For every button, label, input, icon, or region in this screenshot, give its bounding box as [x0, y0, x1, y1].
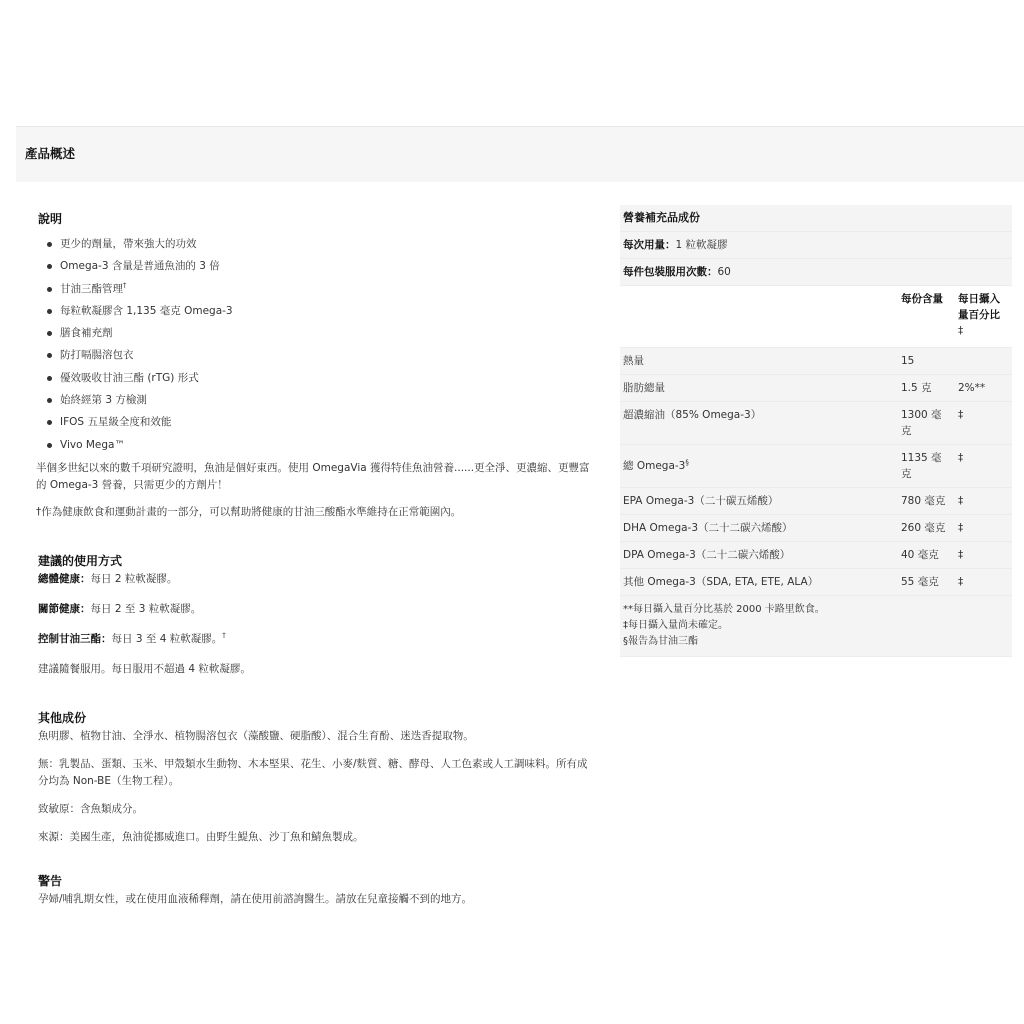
overview-header — [16, 126, 1024, 182]
triglyceride-note: †作為健康飲食和運動計畫的一部分，可以幫助將健康的甘油三酸酯水準維持在正常範圍內。 — [36, 505, 462, 518]
description-heading: 說明 — [38, 212, 63, 226]
usage-joint: 關節健康：每日 2 至 3 粒軟凝膠。 — [38, 602, 202, 615]
table-row: 超濃縮油（85% Omega-3） 1300 毫克 ‡ — [620, 402, 1012, 445]
overview-title: 產品概述 — [25, 146, 76, 161]
list-item: Omega-3 含量是普通魚油的 3 倍 — [38, 255, 598, 277]
footnotes-row — [620, 596, 1012, 657]
feature-list — [38, 233, 598, 456]
table-row: DHA Omega-3（二十二碳六烯酸） 260 毫克 ‡ — [620, 515, 1012, 542]
source-statement: 來源：美國生產，魚油從挪威進口。由野生鯷魚、沙丁魚和鯖魚製成。 — [38, 830, 364, 843]
list-item: 更少的劑量，帶來強大的功效 — [38, 233, 598, 255]
usage-general: 總體健康：每日 2 粒軟凝膠。 — [38, 572, 178, 585]
product-details — [38, 210, 598, 908]
list-item: 優效吸收甘油三酯 (rTG) 形式 — [38, 367, 598, 389]
table-row: DPA Omega-3（二十二碳六烯酸） 40 毫克 ‡ — [620, 542, 1012, 569]
footnote-triglyceride: §報告為甘油三酯 — [623, 636, 698, 647]
serving-size: 每次用量：1 粒軟凝膠 — [620, 232, 1012, 259]
table-row: 其他 Omega-3（SDA, ETA, ETE, ALA） 55 毫克 ‡ — [620, 569, 1012, 596]
list-item: 每粒軟凝膠含 1,135 毫克 Omega-3 — [38, 300, 598, 322]
warning-text: 孕婦/哺乳期女性，或在使用血液稀釋劑，請在使用前諮詢醫生。請放在兒童接觸不到的地方。 — [38, 892, 473, 905]
warning-heading: 警告 — [38, 873, 63, 888]
usage-note: 建議隨餐服用。每日服用不超過 4 粒軟凝膠。 — [38, 662, 251, 675]
allergen-statement: 致敏原：含魚類成分。 — [38, 802, 143, 815]
allergen-free-list: 無：乳製品、蛋類、玉米、甲殼類水生動物、木本堅果、花生、小麥/麩質、糖、酵母、人工色素或人工調味料。所有成分均為 Non-BE（生物工程）。 — [38, 757, 588, 787]
list-item: 防打嗝腸溶包衣 — [38, 344, 598, 366]
amount-column-header: 每份含量 — [901, 293, 943, 305]
description-paragraph: 半個多世紀以來的數千項研究證明，魚油是個好東西。使用 OmegaVia 獲得特佳魚油營養......更全淨、更濃縮、更豐富的 Omega-3 營養，只需更少的方劑片！ — [36, 461, 590, 491]
list-item: 膳食補充劑 — [38, 322, 598, 344]
list-item: IFOS 五星級全度和效能 — [38, 411, 598, 433]
daily-value-column-header: 每日攝入量百分比 — [958, 293, 1000, 321]
usage-heading: 建議的使用方式 — [38, 553, 123, 568]
usage-triglyceride: 控制甘油三酯：每日 3 至 4 粒軟凝膠。† — [38, 631, 226, 645]
footnote-daily-value: **每日攝入量百分比基於 2000 卡路里飲食。 — [623, 604, 825, 615]
table-row: 熱量 15 — [620, 348, 1012, 375]
supplement-facts-table — [620, 205, 1012, 657]
ingredients-list: 魚明膠、植物甘油、全淨水、植物腸溶包衣（藻酸鹽、硬脂酸）、混合生育酚、迷迭香提取物。 — [38, 729, 474, 742]
supplement-facts-panel — [620, 205, 1012, 657]
list-item: 始終經第 3 方檢測 — [38, 389, 598, 411]
table-row: 總 Omega-3§ 1135 毫克 ‡ — [620, 445, 1012, 488]
list-item: 甘油三酯管理† — [38, 278, 598, 300]
other-ingredients-heading: 其他成份 — [38, 710, 87, 725]
table-row: 脂肪總量 1.5 克 2%** — [620, 375, 1012, 402]
servings-per-container: 每件包裝服用次數：60 — [620, 259, 1012, 286]
list-item: Vivo Mega™ — [38, 434, 598, 456]
supplement-facts-title: 營養補充品成份 — [623, 211, 700, 224]
table-header-row: 每份含量 每日攝入量百分比 ‡ — [620, 286, 1012, 348]
footnote-not-established: ‡每日攝入量尚未確定。 — [623, 620, 728, 631]
table-row: EPA Omega-3（二十碳五烯酸） 780 毫克 ‡ — [620, 488, 1012, 515]
